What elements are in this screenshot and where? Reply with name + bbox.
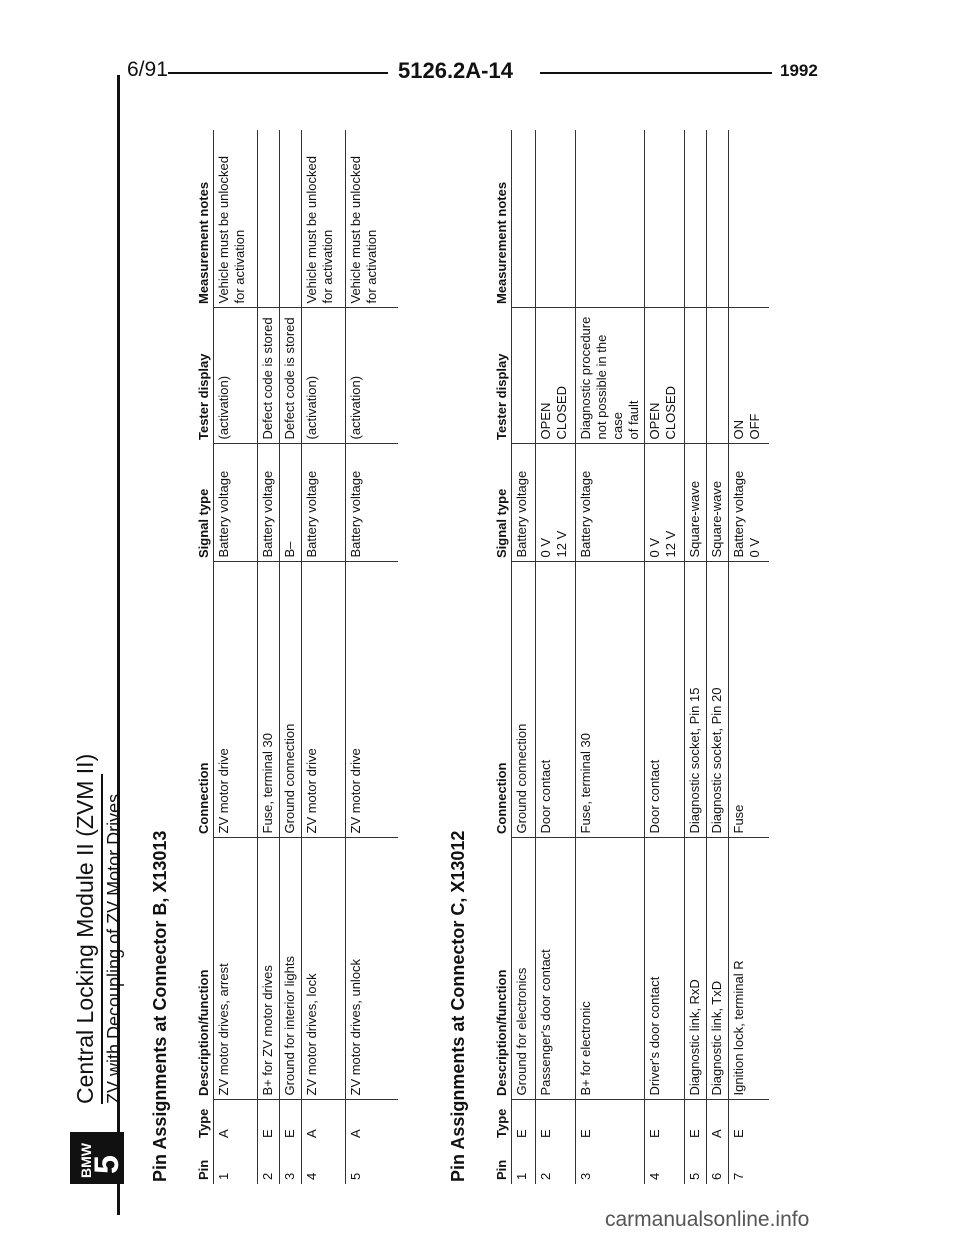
cell-pin: 3 <box>576 1142 645 1184</box>
cell-pin: 5 <box>346 1142 398 1184</box>
connector-c-table <box>492 130 769 1184</box>
cell-note <box>536 130 576 308</box>
cell-note: Vehicle must be unlocked for activation <box>214 130 258 308</box>
header-year: 1992 <box>780 61 818 80</box>
logo-number: 5 <box>88 1155 126 1174</box>
cell-note: Vehicle must be unlocked for activation <box>302 130 346 308</box>
cell-disp: (activation) <box>346 308 398 444</box>
cell-desc: Driver's door contact <box>645 838 685 1100</box>
cell-sig: Battery voltage <box>214 444 258 562</box>
cell-disp: Defect code is stored <box>258 308 280 444</box>
page-subtitle: ZV with Decoupling of ZV Motor Drives <box>104 793 124 1104</box>
cell-type: E <box>685 1100 707 1142</box>
table-row <box>729 130 769 1184</box>
cell-disp: Defect code is stored <box>280 308 302 444</box>
cell-conn: Fuse, terminal 30 <box>258 562 280 838</box>
table-row <box>280 130 302 1184</box>
header-date: 6/91 <box>127 58 168 81</box>
cell-type: E <box>280 1100 302 1142</box>
cell-conn: Ground connection <box>512 562 536 838</box>
table-row <box>685 130 707 1184</box>
cell-type: A <box>707 1100 729 1142</box>
cell-type: E <box>729 1100 769 1142</box>
cell-note: Vehicle must be unlocked for activation <box>346 130 398 308</box>
logo-brand: BMW <box>78 1143 94 1178</box>
cell-conn: Fuse, terminal 30 <box>576 562 645 838</box>
cell-disp: (activation) <box>302 308 346 444</box>
cell-disp: (activation) <box>214 308 258 444</box>
connector-c-heading: Pin Assignments at Connector C, X13012 <box>448 830 468 1182</box>
cell-note <box>729 130 769 308</box>
cell-sig: Square-wave <box>685 444 707 562</box>
cell-pin: 1 <box>214 1142 258 1184</box>
col-sig: Signal type <box>196 488 211 558</box>
cell-sig: Battery voltage <box>258 444 280 562</box>
table-row <box>576 130 645 1184</box>
cell-type: E <box>536 1100 576 1142</box>
col-type: Type <box>196 1108 211 1138</box>
cell-type: E <box>258 1100 280 1142</box>
cell-desc: B+ for electronic <box>576 838 645 1100</box>
cell-desc: ZV motor drives, lock <box>302 838 346 1100</box>
col-pin: Pin <box>196 1159 211 1180</box>
cell-pin: 3 <box>280 1142 302 1184</box>
cell-disp: ON OFF <box>729 308 769 444</box>
cell-note <box>707 130 729 308</box>
cell-pin: 4 <box>645 1142 685 1184</box>
cell-note <box>280 130 302 308</box>
col-sig: Signal type <box>494 488 509 558</box>
cell-note <box>645 130 685 308</box>
cell-conn: Ground connection <box>280 562 302 838</box>
col-conn: Connection <box>494 762 509 834</box>
cell-note <box>512 130 536 308</box>
cell-conn: ZV motor drive <box>302 562 346 838</box>
cell-note <box>258 130 280 308</box>
col-disp: Tester display <box>494 353 509 440</box>
table-row <box>645 130 685 1184</box>
col-note: Measurement notes <box>196 181 211 304</box>
cell-desc: Diagnostic link, RxD <box>685 838 707 1100</box>
cell-disp <box>512 308 536 444</box>
cell-pin: 2 <box>258 1142 280 1184</box>
cell-disp: Diagnostic procedure not possible in the case of fault <box>576 308 645 444</box>
cell-disp <box>707 308 729 444</box>
cell-type: A <box>302 1100 346 1142</box>
cell-conn: ZV motor drive <box>346 562 398 838</box>
cell-sig: Battery voltage 0 V <box>729 444 769 562</box>
cell-desc: Ground for electronics <box>512 838 536 1100</box>
cell-type: A <box>214 1100 258 1142</box>
watermark: carmanualsonline.info <box>605 1208 810 1231</box>
cell-conn: Diagnostic socket, Pin 20 <box>707 562 729 838</box>
page-title: Central Locking Module II (ZVM II) <box>72 753 98 1104</box>
table-row <box>512 130 536 1184</box>
cell-pin: 2 <box>536 1142 576 1184</box>
cell-conn: Door contact <box>645 562 685 838</box>
col-note: Measurement notes <box>494 181 509 304</box>
cell-desc: Diagnostic link, TxD <box>707 838 729 1100</box>
table-header <box>492 130 512 1184</box>
table-header <box>194 130 214 1184</box>
table-row <box>536 130 576 1184</box>
cell-sig: Battery voltage <box>512 444 536 562</box>
cell-pin: 1 <box>512 1142 536 1184</box>
bmw-logo <box>70 1132 124 1184</box>
cell-pin: 5 <box>685 1142 707 1184</box>
cell-type: E <box>512 1100 536 1142</box>
cell-conn: ZV motor drive <box>214 562 258 838</box>
cell-note <box>685 130 707 308</box>
cell-note <box>576 130 645 308</box>
cell-type: E <box>645 1100 685 1142</box>
table-row <box>258 130 280 1184</box>
cell-desc: B+ for ZV motor drives <box>258 838 280 1100</box>
cell-desc: Ground for interior lights <box>280 838 302 1100</box>
cell-pin: 4 <box>302 1142 346 1184</box>
table-row <box>346 130 398 1184</box>
cell-sig: Battery voltage <box>346 444 398 562</box>
cell-desc: ZV motor drives, arrest <box>214 838 258 1100</box>
table-row <box>707 130 729 1184</box>
cell-conn: Fuse <box>729 562 769 838</box>
col-type: Type <box>494 1108 509 1138</box>
cell-conn: Door contact <box>536 562 576 838</box>
cell-sig: Battery voltage <box>576 444 645 562</box>
cell-type: A <box>346 1100 398 1142</box>
cell-disp: OPEN CLOSED <box>536 308 576 444</box>
col-desc: Description/function <box>494 969 509 1096</box>
table-row <box>302 130 346 1184</box>
table-row <box>214 130 258 1184</box>
cell-desc: ZV motor drives, unlock <box>346 838 398 1100</box>
cell-sig: Battery voltage <box>302 444 346 562</box>
title-rule <box>101 774 103 1104</box>
col-conn: Connection <box>196 762 211 834</box>
cell-sig: 0 V 12 V <box>645 444 685 562</box>
cell-pin: 6 <box>707 1142 729 1184</box>
cell-disp: OPEN CLOSED <box>645 308 685 444</box>
cell-sig: 0 V 12 V <box>536 444 576 562</box>
cell-pin: 7 <box>729 1142 769 1184</box>
cell-conn: Diagnostic socket, Pin 15 <box>685 562 707 838</box>
connector-b-heading: Pin Assignments at Connector B, X13013 <box>150 830 170 1182</box>
cell-disp <box>685 308 707 444</box>
col-pin: Pin <box>494 1159 509 1180</box>
cell-type: E <box>576 1100 645 1142</box>
col-desc: Description/function <box>196 969 211 1096</box>
cell-desc: Passenger's door contact <box>536 838 576 1100</box>
connector-b-table <box>194 130 398 1184</box>
cell-sig: Square-wave <box>707 444 729 562</box>
header-doc-number: 5126.2A-14 <box>398 58 513 83</box>
cell-sig: B– <box>280 444 302 562</box>
cell-desc: Ignition lock, terminal R <box>729 838 769 1100</box>
col-disp: Tester display <box>196 353 211 440</box>
